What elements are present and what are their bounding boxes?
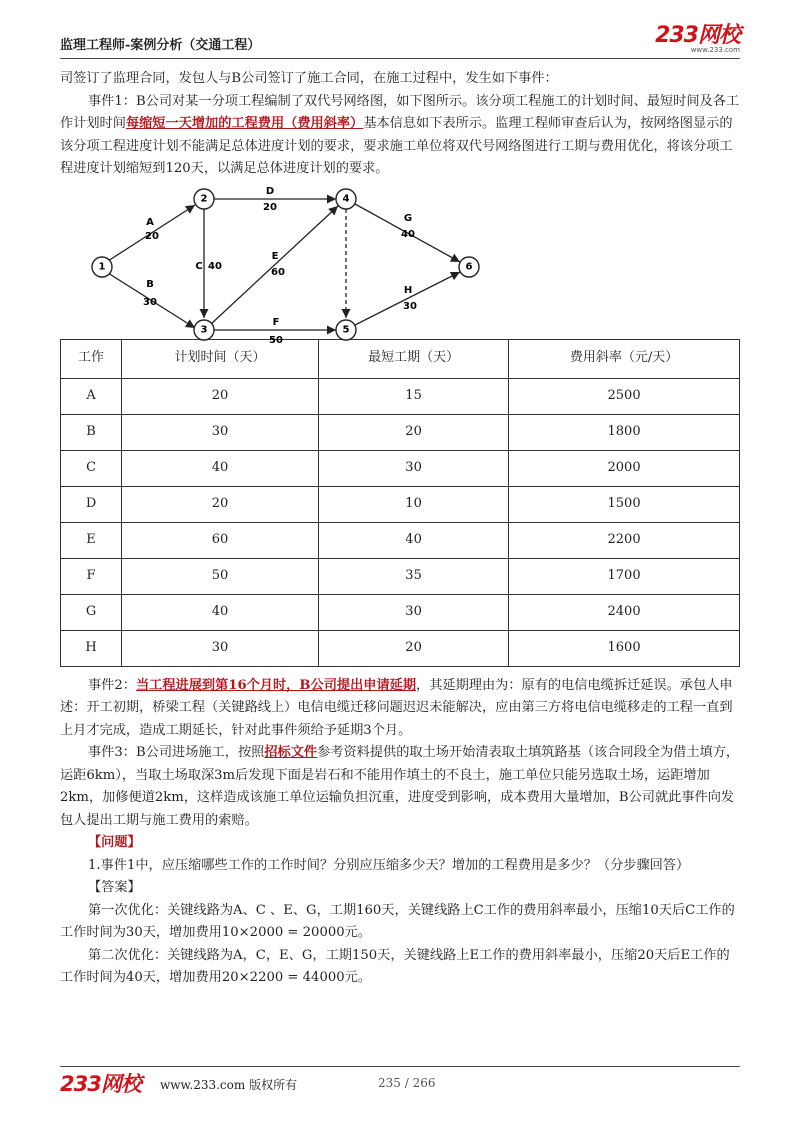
event1-text-a: 事件1：B公司对某一分项工程编制了双代号网络图，如下图所示。该分项工程施工的计划时间、最短时间及各工作计划时间 [60, 93, 740, 131]
table-cell: 40 [122, 594, 319, 630]
header-title: 监理工程师-案例分析（交通工程） [60, 38, 261, 53]
event3-prefix: 事件3：B公司进场施工，按照 [88, 745, 265, 760]
edge-label-a-name: A [146, 216, 154, 228]
table-cell: 20 [122, 378, 319, 414]
node-1 [92, 257, 112, 277]
document-body [60, 68, 740, 990]
table-cell: 30 [319, 594, 509, 630]
answer-heading: 【答案】 [88, 880, 141, 895]
edge-label-d-name: D [265, 185, 275, 197]
edge-label-h-name: H [403, 284, 413, 296]
table-row [61, 486, 740, 522]
table-cell: 2400 [509, 594, 740, 630]
table-cell: 40 [319, 522, 509, 558]
table-cell: 30 [319, 450, 509, 486]
table-cell: 1700 [509, 558, 740, 594]
table-cell: A [61, 378, 122, 414]
edge-label-c-name: C [195, 260, 203, 272]
question-1: 1.事件1中，应压缩哪些工作的工作时间？分别应压缩多少天？增加的工程费用是多少？（分步骤回答） [88, 857, 690, 873]
table-cell: 1500 [509, 486, 740, 522]
page-footer [60, 1066, 740, 1106]
event1-text-b: 基本信息如下表所示。监理工程师审查后认为，按网络图显示的该分项工程进度计划不能满足总体进度计划的要求，要求施工单位将双代号网络图进行工期与费用优化，将该分项工程进度计划缩短到120天，以满足总体进度计划的要求。 [60, 116, 733, 176]
node-5 [336, 320, 356, 340]
node-4-label: 4 [342, 193, 350, 204]
event3-highlight: 招标文件 [264, 745, 318, 760]
logo-text: 233网校 [655, 23, 740, 48]
work-info-table [60, 339, 740, 667]
table-header-cell: 工作 [61, 339, 122, 378]
edge-label-g-name: G [403, 212, 413, 224]
brand-logo[interactable] [655, 18, 740, 54]
table-row [61, 630, 740, 666]
intro-paragraph: 司签订了监理合同，发包人与B公司签订了施工合同，在施工过程中，发生如下事件： [60, 71, 558, 86]
node-3-label: 3 [200, 324, 208, 335]
table-header-cell: 费用斜率（元/天） [509, 339, 740, 378]
edge-label-e-name: E [271, 250, 279, 262]
table-cell: 30 [122, 630, 319, 666]
table-row [61, 594, 740, 630]
table-cell: E [61, 522, 122, 558]
question-heading: 【问题】 [88, 835, 141, 850]
table-cell: 20 [319, 630, 509, 666]
footer-site-text: www.233.com 版权所有 [160, 1078, 298, 1092]
node-5-label: 5 [342, 324, 350, 335]
edge-label-f-duration: 50 [269, 334, 283, 346]
event2-paragraph [60, 675, 740, 743]
table-header-cell: 最短工期（天） [319, 339, 509, 378]
table-row [61, 378, 740, 414]
edge-h [355, 272, 460, 325]
event1-highlight: 每缩短一天增加的工程费用（费用斜率） [125, 116, 364, 131]
table-cell: 20 [319, 414, 509, 450]
edge-label-d-duration: 20 [263, 201, 277, 213]
node-6 [459, 257, 479, 277]
answer-step-1: 第一次优化：关键线路为A、C 、E、G，工期160天，关键线路上C工作的费用斜率最小，压缩10天后C工作的工作时间为30天，增加费用10×2000 = 20000元。 [60, 902, 735, 940]
table-cell: 20 [122, 486, 319, 522]
event3-text: 参考资料提供的取土场开始清表取土填筑路基（该合同段全为借土填方，运距6km），当取土场取深3m后发现下面是岩石和不能用作填土的不良土，施工单位只能另选取土场，运距增加2km，加修便道2km，这样造成该施工单位运输负担沉重，进度受到影响，成本费用大量增加，B公司就此事件向发包人提出工期与施工费用的索赔。 [60, 745, 740, 828]
network-diagram [82, 185, 482, 346]
table-cell: 2000 [509, 450, 740, 486]
table-cell: 35 [319, 558, 509, 594]
table-row [61, 558, 740, 594]
table-cell: 1600 [509, 630, 740, 666]
table-cell: H [61, 630, 122, 666]
table-cell: 60 [122, 522, 319, 558]
node-3 [194, 320, 214, 340]
table-cell: F [61, 558, 122, 594]
event2-text: ，其延期理由为：原有的电信电缆拆迁延误。承包人申述：开工初期，桥梁工程（关键路线上）电信电缆迁移问题迟迟未能解决，应由第三方将电信电缆移走的工程一直到上月才完成，造成工期延长，针对此事件须给予延期3个月。 [60, 677, 733, 738]
page-number: 235 / 266 [378, 1076, 436, 1090]
edge-label-a-duration: 20 [145, 230, 159, 242]
header-divider [60, 58, 740, 59]
table-cell: 10 [319, 486, 509, 522]
table-header-cell: 计划时间（天） [122, 339, 319, 378]
node-6-label: 6 [465, 261, 473, 272]
edge-label-b-name: B [146, 278, 154, 290]
node-2 [194, 189, 214, 209]
node-2-label: 2 [200, 193, 208, 204]
table-row [61, 522, 740, 558]
table-cell: 1800 [509, 414, 740, 450]
edge-label-g-duration: 40 [401, 228, 415, 240]
table-cell: 2500 [509, 378, 740, 414]
table-cell: B [61, 414, 122, 450]
edge-label-h-duration: 30 [403, 300, 417, 312]
page-header [60, 22, 740, 56]
footer-logo[interactable]: 233网校 [60, 1072, 141, 1096]
edge-label-f-name: F [272, 316, 280, 328]
edge-label-e-duration: 60 [271, 266, 285, 278]
table-cell: C [61, 450, 122, 486]
footer-divider [60, 1066, 740, 1067]
event2-highlight: 当工程进展到第16个月时，B公司提出申请延期 [135, 677, 417, 693]
event2-prefix: 事件2： [88, 677, 136, 693]
table-cell: G [61, 594, 122, 630]
answer-step-2: 第二次优化：关键线路为A，C，E、G，工期150天，关键线路上E工作的费用斜率最小，压缩20天后E工作的工作时间为40天，增加费用20×2200 = 44000元。 [60, 947, 730, 985]
node-4 [336, 189, 356, 209]
logo-url: www.233.com [690, 46, 740, 54]
table-cell: 40 [122, 450, 319, 486]
edge-label-c-duration: 40 [208, 260, 222, 272]
edge-e [211, 206, 338, 324]
table-row [61, 414, 740, 450]
table-cell: 30 [122, 414, 319, 450]
table-header-row [61, 339, 740, 378]
table-row [61, 450, 740, 486]
table-cell: 50 [122, 558, 319, 594]
table-cell: D [61, 486, 122, 522]
edge-label-b-duration: 30 [143, 296, 157, 308]
table-cell: 2200 [509, 522, 740, 558]
table-cell: 15 [319, 378, 509, 414]
event1-paragraph [60, 91, 740, 181]
event3-paragraph [60, 742, 740, 832]
node-1-label: 1 [98, 261, 106, 272]
